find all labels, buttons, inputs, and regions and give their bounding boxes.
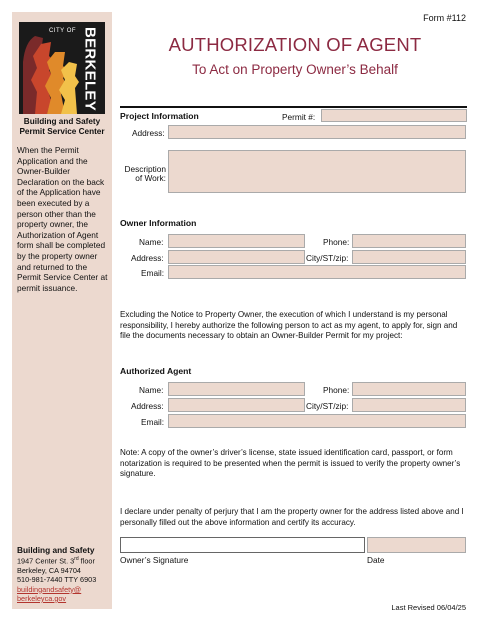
agent-name-label: Name:	[139, 385, 164, 395]
agent-email-field[interactable]	[168, 414, 466, 428]
owner-phone-field[interactable]	[352, 234, 466, 248]
description-label: Description of Work:	[124, 164, 166, 183]
agent-address-label: Address:	[131, 401, 164, 411]
agent-phone-field[interactable]	[352, 382, 466, 396]
owner-email-field[interactable]	[168, 265, 466, 279]
logo-berkeley: BERKELEY	[81, 26, 99, 112]
agent-address-field[interactable]	[168, 398, 305, 412]
divider	[120, 106, 467, 108]
agent-phone-label: Phone:	[323, 385, 350, 395]
note-text: Note: A copy of the owner’s driver’s license, state issued identification card, passport, or form notarization is required to be presented when the permit is issued to verify the property owner’s signature.	[120, 448, 461, 478]
sidebar	[12, 12, 112, 609]
city-logo	[19, 22, 105, 114]
page-title: AUTHORIZATION OF AGENT	[168, 34, 422, 55]
page-subtitle: To Act on Property Owner’s Behalf	[192, 62, 398, 77]
agent-email-label: Email:	[141, 417, 165, 427]
signature-label: Owner’s Signature	[120, 555, 189, 565]
contact-street: 1947 Center St. 3rd floor	[17, 556, 95, 566]
contact-city: Berkeley, CA 94704	[17, 566, 81, 576]
last-revised: Last Revised 06/04/25	[391, 603, 466, 612]
permit-label: Permit #:	[282, 112, 316, 122]
owner-address-label: Address:	[131, 253, 164, 263]
date-label: Date	[367, 555, 385, 565]
project-address-label: Address:	[132, 128, 165, 138]
owner-signature-field[interactable]	[120, 537, 365, 553]
owner-name-label: Name:	[139, 237, 164, 247]
project-heading: Project Information	[120, 111, 199, 121]
contact-phone: 510-981-7440 TTY 6903	[17, 575, 97, 585]
dept-line-2: Permit Service Center	[19, 127, 105, 136]
project-address-field[interactable]	[168, 125, 466, 139]
owner-phone-label: Phone:	[323, 237, 350, 247]
sidebar-instructions: When the Permit Application and the Owner-Builder Declaration on the back of the Application have been executed by a person other than the property owner, the Authorization of Agent form shall be completed by the property owner and returned to the Permit Service Center at permit issuance.	[17, 145, 108, 293]
owner-email-label: Email:	[141, 268, 165, 278]
dept-line-1: Building and Safety	[23, 117, 101, 126]
agent-name-field[interactable]	[168, 382, 305, 396]
description-field[interactable]	[168, 150, 466, 193]
contact-email-line-2[interactable]: berkeleyca.gov	[17, 593, 67, 603]
owner-name-field[interactable]	[168, 234, 305, 248]
owner-heading: Owner Information	[120, 218, 197, 228]
agent-city-label: City/ST/zip:	[306, 401, 349, 411]
date-field[interactable]	[367, 537, 466, 553]
contact-title: Building and Safety	[17, 545, 95, 555]
owner-address-field[interactable]	[168, 250, 305, 264]
owner-city-label: City/ST/zip:	[306, 253, 349, 263]
department-name	[12, 117, 112, 137]
contact-email-line-1[interactable]: buildingandsafety@	[17, 584, 82, 594]
agent-city-field[interactable]	[352, 398, 466, 412]
agent-heading: Authorized Agent	[120, 366, 192, 376]
permit-number-field[interactable]	[321, 109, 467, 122]
declaration-text: I declare under penalty of perjury that I am the property owner for the address listed above and I personally filled out the above information and certify its accuracy.	[120, 507, 464, 527]
form-number: Form #112	[423, 13, 466, 23]
logo-city-of: CITY OF	[49, 28, 77, 34]
authorization-text: Excluding the Notice to Property Owner, the execution of which I understand is my personal responsibility, I hereby authorize the following person to act as my agent, to apply for, sign and file the documents necessary to obtain an Owner-Builder Permit for my project:	[120, 310, 458, 340]
owner-city-field[interactable]	[352, 250, 466, 264]
contact-block	[17, 546, 111, 603]
